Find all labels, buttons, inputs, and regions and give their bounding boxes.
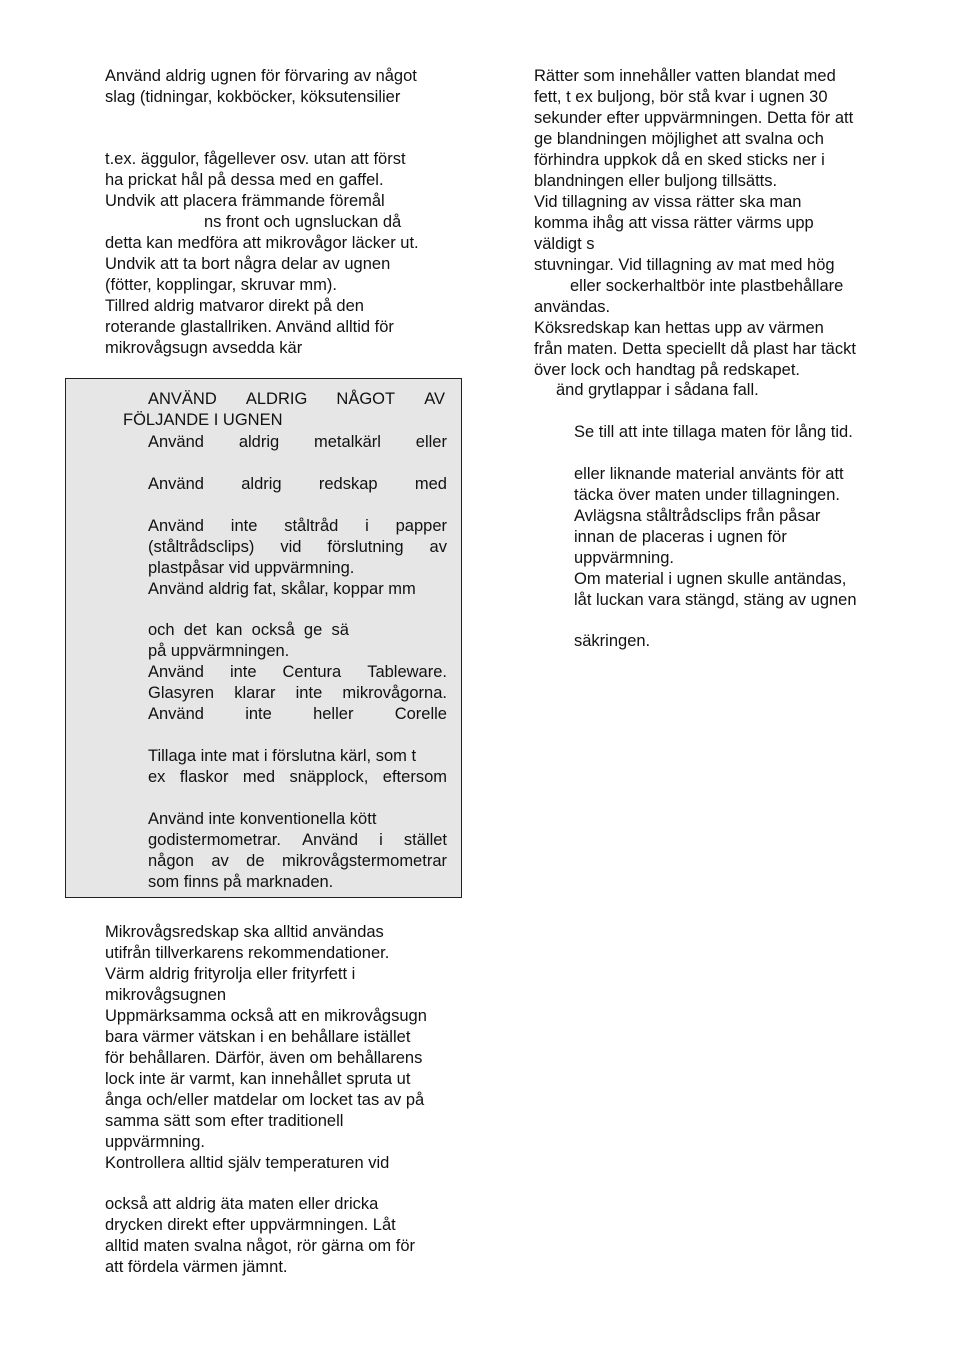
right-line: Vid tillagning av vissa rätter ska man (534, 193, 802, 211)
warning-line: Använd inte Centura Tableware. (148, 663, 447, 681)
right-line: täcka över maten under tillagningen. (574, 486, 840, 504)
left-top-line: Använd aldrig ugnen för förvaring av något (105, 67, 417, 85)
right-line: över lock och handtag på redskapet. (534, 361, 801, 379)
warning-line: Använd inte ståltråd i papper (148, 517, 447, 535)
right-line: stuvningar. Vid tillagning av mat med hög (534, 256, 835, 274)
right-line: eller sockerhaltbör inte plastbehållare (570, 277, 844, 295)
right-line: fett, t ex buljong, bör stå kvar i ugnen 30 (534, 88, 828, 106)
right-line: Se till att inte tillaga maten för lång tid. (574, 423, 853, 441)
left-bottom-line: samma sätt som efter traditionell (105, 1112, 344, 1130)
warning-line: och det kan också ge sä (148, 621, 349, 639)
warning-line: Använd aldrig metalkärl eller (148, 433, 447, 451)
right-line: sekunder efter uppvärmningen. Detta för att (534, 109, 854, 127)
left-bottom-line: Uppmärksamma också att en mikrovågsugn (105, 1007, 427, 1025)
left-bottom-line: uppvärmning. (105, 1133, 205, 1151)
right-line: Köksredskap kan hettas upp av värmen (534, 319, 824, 337)
right-line: änd grytlappar i sådana fall. (556, 381, 759, 399)
left-bottom-line: mikrovågsugnen (105, 986, 227, 1004)
left-bottom-line: drycken direkt efter uppvärmningen. Låt (105, 1216, 396, 1234)
left-top-line: Tillred aldrig matvaror direkt på den (105, 297, 364, 315)
left-bottom-line: Värm aldrig frityrolja eller frityrfett i (105, 965, 356, 983)
right-line: Rätter som innehåller vatten blandat med (534, 67, 836, 85)
right-line: uppvärmning. (574, 549, 674, 567)
right-line: förhindra uppkok då en sked sticks ner i (534, 151, 825, 169)
right-line: Avlägsna ståltrådsclips från påsar (574, 507, 821, 525)
warning-line: Använd inte konventionella kött (148, 810, 377, 828)
left-bottom-line: för behållaren. Därför, även om behållarens (105, 1049, 423, 1067)
left-bottom-line: Kontrollera alltid själv temperaturen vid (105, 1154, 390, 1172)
heading-word: AV (424, 390, 445, 408)
left-bottom-line: bara värmer vätskan i en behållare istället (105, 1028, 411, 1046)
warning-line: Glasyren klarar inte mikrovågorna. (148, 684, 447, 702)
right-line: från maten. Detta speciellt då plast har täckt (534, 340, 856, 358)
warning-line: någon av de mikrovågstermometrar (148, 852, 447, 870)
left-top-line: slag (tidningar, kokböcker, köksutensilier (105, 88, 401, 106)
warning-line: på uppvärmningen. (148, 642, 290, 660)
warning-line: Använd aldrig redskap med (148, 475, 447, 493)
warning-line: Använd inte heller Corelle (148, 705, 447, 723)
left-top-line: ns front och ugnsluckan då (204, 213, 402, 231)
left-bottom-line: utifrån tillverkarens rekommendationer. (105, 944, 390, 962)
warning-line: som finns på marknaden. (148, 873, 334, 891)
right-line: eller liknande material använts för att (574, 465, 844, 483)
heading-word: ANVÄND (148, 390, 217, 408)
warning-heading (148, 389, 445, 410)
right-line: användas. (534, 298, 611, 316)
left-bottom-line: Mikrovågsredskap ska alltid användas (105, 923, 384, 941)
right-line: Om material i ugnen skulle antändas, (574, 570, 847, 588)
right-line: ge blandningen möjlighet att svalna och (534, 130, 824, 148)
right-line: blandningen eller buljong tillsätts. (534, 172, 778, 190)
warning-line: Använd aldrig fat, skålar, koppar mm (148, 580, 416, 598)
heading-word: NÅGOT (336, 390, 396, 408)
right-line: låt luckan vara stängd, stäng av ugnen (574, 591, 857, 609)
left-bottom-line: också att aldrig äta maten eller dricka (105, 1195, 379, 1213)
warning-heading-2: FÖLJANDE I UGNEN (123, 411, 283, 429)
left-top-line: t.ex. äggulor, fågellever osv. utan att först (105, 150, 406, 168)
left-bottom-line: ånga och/eller matdelar om locket tas av på (105, 1091, 425, 1109)
warning-line: (ståltrådsclips) vid förslutning av (148, 538, 447, 556)
left-top-line: (fötter, kopplingar, skruvar mm). (105, 276, 337, 294)
right-line: väldigt s (534, 235, 595, 253)
left-top-line: mikrovågsugn avsedda kär (105, 339, 303, 357)
left-bottom-line: lock inte är varmt, kan innehållet spruta ut (105, 1070, 411, 1088)
left-bottom-line: att fördela värmen jämnt. (105, 1258, 288, 1276)
warning-box (65, 378, 462, 898)
right-line: innan de placeras i ugnen för (574, 528, 787, 546)
left-top-line: detta kan medföra att mikrovågor läcker ut. (105, 234, 419, 252)
left-top-line: ha prickat hål på dessa med en gaffel. (105, 171, 384, 189)
warning-line: ex flaskor med snäpplock, eftersom (148, 768, 447, 786)
left-bottom-line: alltid maten svalna något, rör gärna om för (105, 1237, 415, 1255)
warning-line: godistermometrar. Använd i stället (148, 831, 447, 849)
left-top-line: Undvik att placera främmande föremål (105, 192, 385, 210)
right-line: säkringen. (574, 632, 651, 650)
heading-word: ALDRIG (245, 390, 308, 408)
right-line: komma ihåg att vissa rätter värms upp (534, 214, 814, 232)
left-top-line: Undvik att ta bort några delar av ugnen (105, 255, 391, 273)
warning-line: Tillaga inte mat i förslutna kärl, som t (148, 747, 417, 765)
left-top-line: roterande glastallriken. Använd alltid för (105, 318, 394, 336)
warning-line: plastpåsar vid uppvärmning. (148, 559, 355, 577)
